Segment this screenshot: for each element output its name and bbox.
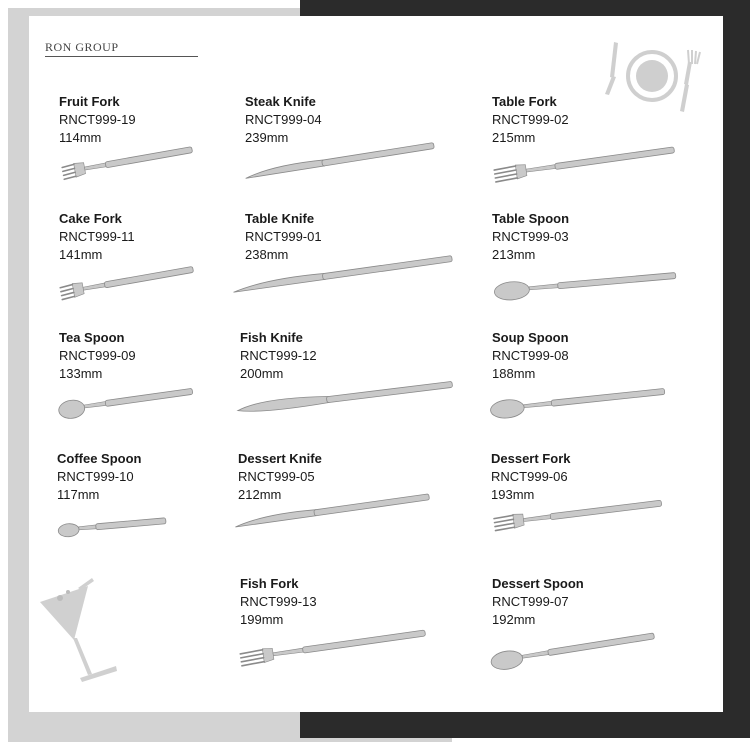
- product-length: 212mm: [238, 487, 282, 502]
- product-length: 239mm: [245, 130, 289, 145]
- product-name: Fish Knife: [240, 330, 303, 345]
- spoon-image: [58, 512, 176, 538]
- knife-image: [230, 486, 440, 534]
- spoon-image: [494, 262, 686, 304]
- product-length: 213mm: [492, 247, 536, 262]
- product-code: RNCT999-09: [59, 348, 136, 363]
- fork-image: [490, 137, 685, 187]
- product-code: RNCT999-03: [492, 229, 569, 244]
- cocktail-glass-icon: [38, 578, 120, 686]
- product-code: RNCT999-12: [240, 348, 317, 363]
- fork-image: [236, 618, 436, 673]
- product-code: RNCT999-06: [491, 469, 568, 484]
- brand-label: RON GROUP: [45, 40, 198, 57]
- product-name: Dessert Fork: [491, 451, 571, 466]
- spoon-image: [490, 622, 665, 674]
- product-length: 141mm: [59, 247, 103, 262]
- product-code: RNCT999-04: [245, 112, 322, 127]
- fork-image: [58, 138, 203, 183]
- product-name: Soup Spoon: [492, 330, 569, 345]
- product-name: Table Fork: [492, 94, 557, 109]
- product-name: Tea Spoon: [59, 330, 125, 345]
- fishknife-image: [235, 373, 463, 421]
- product-item: [492, 210, 569, 264]
- product-code: RNCT999-10: [57, 469, 134, 484]
- product-length: 200mm: [240, 366, 284, 381]
- product-length: 133mm: [59, 366, 103, 381]
- product-length: 117mm: [57, 487, 100, 502]
- product-code: RNCT999-11: [59, 229, 135, 244]
- product-name: Coffee Spoon: [57, 451, 142, 466]
- product-length: 215mm: [492, 130, 536, 145]
- knife-image: [228, 246, 463, 301]
- product-code: RNCT999-05: [238, 469, 315, 484]
- product-item: [57, 450, 142, 504]
- product-item: [59, 210, 135, 264]
- spoon-image: [58, 380, 203, 420]
- product-name: Fruit Fork: [59, 94, 120, 109]
- product-name: Steak Knife: [245, 94, 316, 109]
- product-code: RNCT999-02: [492, 112, 569, 127]
- fork-image: [56, 258, 204, 303]
- product-length: 188mm: [492, 366, 536, 381]
- fork-image: [490, 492, 672, 534]
- product-length: 114mm: [59, 130, 102, 145]
- product-length: 199mm: [240, 612, 284, 627]
- product-name: Dessert Knife: [238, 451, 322, 466]
- product-item: [492, 329, 569, 383]
- product-item: [59, 329, 136, 383]
- product-length: 193mm: [491, 487, 535, 502]
- product-name: Fish Fork: [240, 576, 299, 591]
- product-code: RNCT999-19: [59, 112, 136, 127]
- product-code: RNCT999-13: [240, 594, 317, 609]
- cutlery-plate-icon: [600, 40, 710, 115]
- product-item: [492, 575, 584, 629]
- knife-image: [240, 130, 445, 190]
- spoon-image: [490, 376, 675, 424]
- product-name: Table Knife: [245, 211, 315, 226]
- product-code: RNCT999-08: [492, 348, 569, 363]
- product-name: Table Spoon: [492, 211, 570, 226]
- product-name: Cake Fork: [59, 211, 122, 226]
- product-code: RNCT999-07: [492, 594, 569, 609]
- product-code: RNCT999-01: [245, 229, 322, 244]
- product-length: 238mm: [245, 247, 289, 262]
- product-length: 192mm: [492, 612, 536, 627]
- product-name: Dessert Spoon: [492, 576, 584, 591]
